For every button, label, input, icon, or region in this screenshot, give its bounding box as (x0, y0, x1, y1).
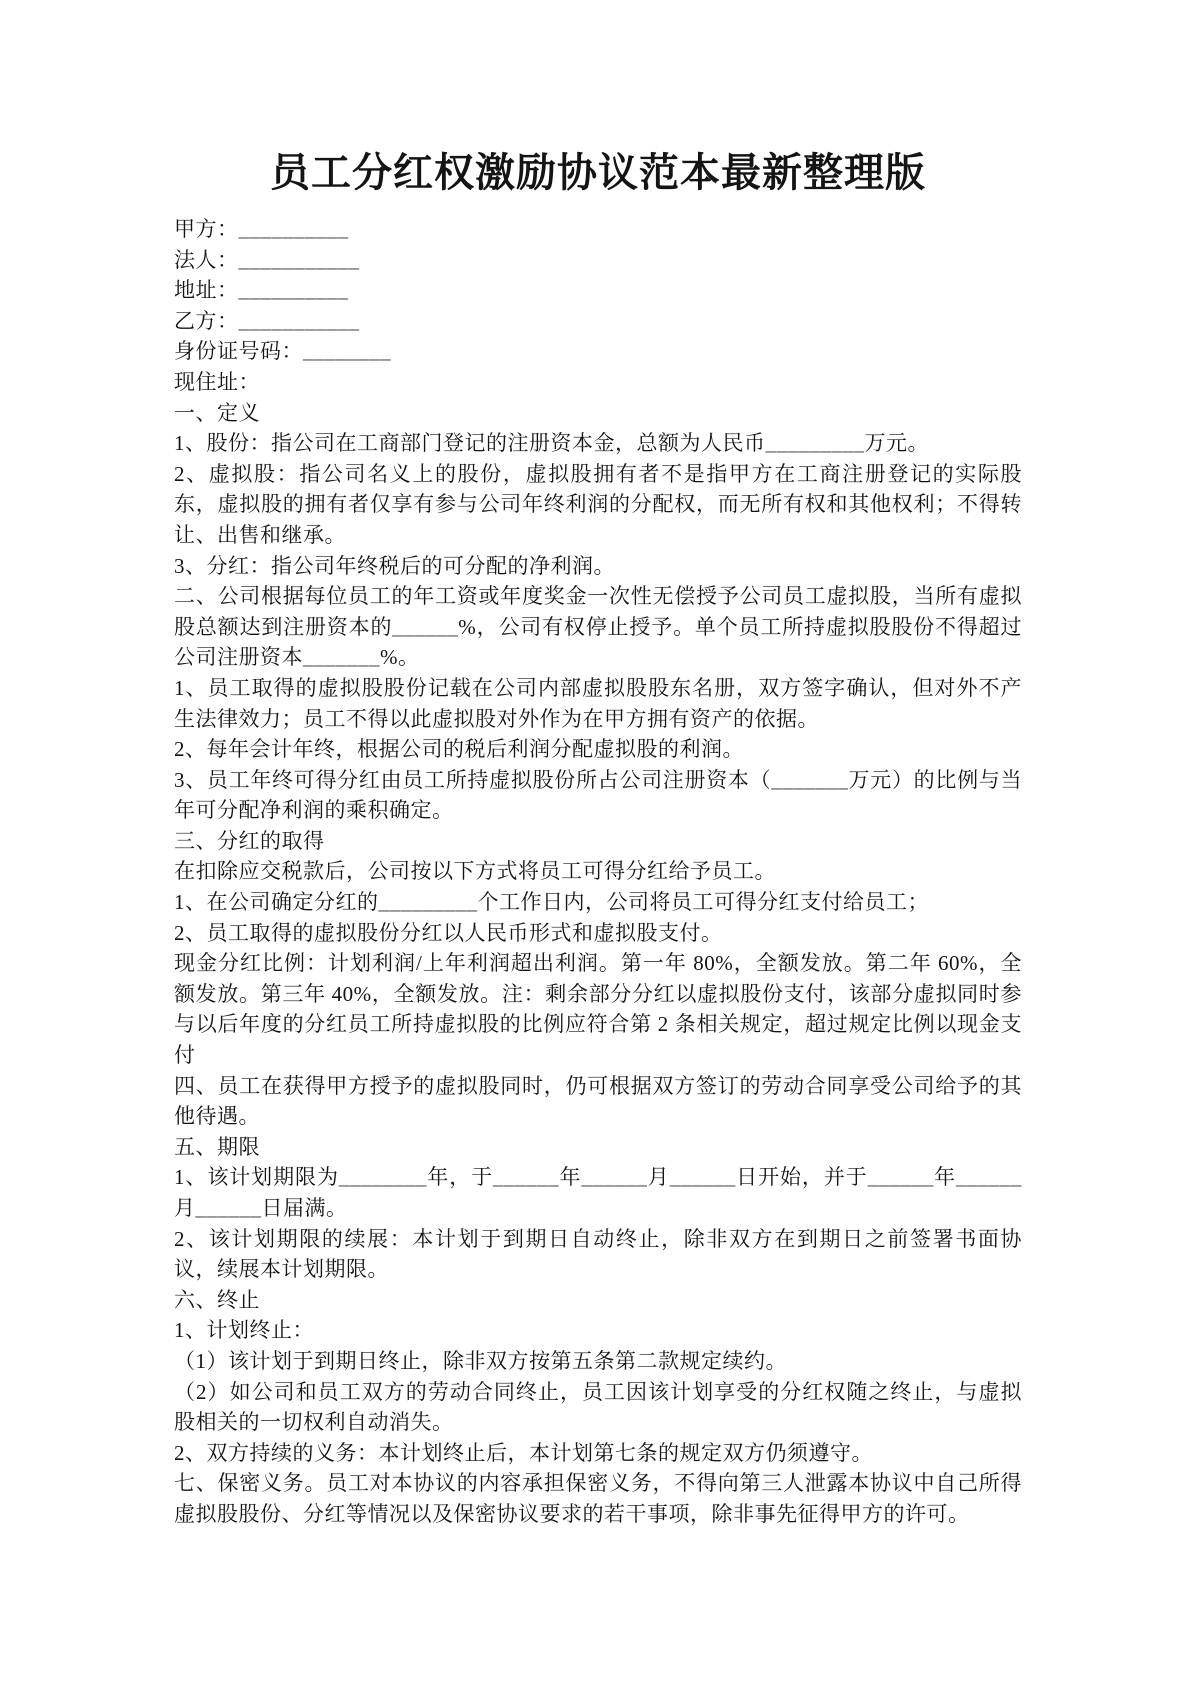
paragraph: 六、终止 (174, 1287, 260, 1312)
fill-in-blank: ______ (392, 614, 459, 639)
document-title: 员工分红权激励协议范本最新整理版 (270, 150, 926, 195)
fill-in-blank: __________ (238, 217, 349, 241)
paragraph: 2、虚拟股：指公司名义上的股份，虚拟股拥有者不是指甲方在工商注册登记的实际股东，虚拟股的拥有者仅享有参与公司年终利润的分配权，而无所有权和其他权利；不得转让、出售和继承。 (174, 461, 1022, 547)
fill-in-blank: ________ (303, 339, 391, 364)
paragraph: 五、期限 (174, 1134, 260, 1159)
paragraph: 2、员工取得的虚拟股份分红以人民币形式和虚拟股支付。 (174, 920, 723, 945)
paragraph: 2、双方持续的义务：本计划终止后，本计划第七条的规定双方仍须遵守。 (174, 1440, 873, 1465)
fill-in-blank: ______ (581, 1165, 648, 1190)
fill-in-blank: _________ (378, 890, 478, 915)
fill-in-blank: _______ (771, 767, 849, 792)
paragraph: 乙方：___________ (174, 308, 360, 333)
paragraph: 1、该计划期限为________年，于______年______月______日开始，并于______年______月______日届满。 (174, 1165, 1023, 1220)
paragraph: 现金分红比例：计划利润/上年利润超出利润。第一年 80%，全额发放。第二年 60%，全额发放。第三年 40%，全额发放。注：剩余部分分红以虚拟股份支付，该部分虚拟同时参与以后年度的分红员工所持虚拟股的比例应符合第 2 条相关规定，超过规定比例以现金支付 (174, 951, 1022, 1068)
paragraph: 1、股份：指公司在工商部门登记的注册资本金，总额为人民币_________万元。 (174, 431, 929, 456)
paragraph: 三、分红的取得 (174, 828, 325, 853)
paragraph: 四、员工在获得甲方授予的虚拟股同时，仍可根据双方签订的劳动合同享受公司给予的其他待遇。 (174, 1073, 1022, 1129)
fill-in-blank: ______ (493, 1165, 560, 1190)
fill-in-blank: ______ (195, 1196, 262, 1220)
fill-in-blank: ________ (338, 1165, 427, 1190)
fill-in-blank: ______ (669, 1165, 736, 1190)
fill-in-blank: _________ (765, 431, 865, 456)
paragraph: 七、保密义务。员工对本协议的内容承担保密义务，不得向第三人泄露本协议中自己所得虚拟股股份、分红等情况以及保密协议要求的若干事项，除非事先征得甲方的许可。 (174, 1471, 1022, 1526)
paragraph: 2、每年会计年终，根据公司的税后利润分配虚拟股的利润。 (174, 737, 744, 762)
fill-in-blank: __________ (238, 278, 349, 303)
paragraph: 一、定义 (174, 400, 260, 425)
paragraph: （1）该计划于到期日终止，除非双方按第五条第二款规定续约。 (174, 1348, 787, 1373)
paragraph: 2、该计划期限的续展：本计划于到期日自动终止，除非双方在到期日之前签署书面协议，续展本计划期限。 (174, 1226, 1022, 1282)
document-body (174, 214, 1022, 1530)
paragraph: 1、员工取得的虚拟股股份记载在公司内部虚拟股股东名册，双方签字确认，但对外不产生法律效力；员工不得以此虚拟股对外作为在甲方拥有资产的依据。 (174, 675, 1022, 731)
paragraph: 现住址： (174, 369, 260, 394)
paragraph: 法人：___________ (174, 247, 360, 272)
paragraph: 3、分红：指公司年终税后的可分配的净利润。 (174, 553, 615, 578)
fill-in-blank: ___________ (238, 308, 360, 333)
paragraph: 1、在公司确定分红的_________个工作日内，公司将员工可得分红支付给员工； (174, 890, 929, 915)
fill-in-blank: ______ (867, 1165, 934, 1190)
paragraph: 1、计划终止： (174, 1318, 314, 1343)
paragraph: 地址：__________ (174, 278, 349, 303)
paragraph: 在扣除应交税款后，公司按以下方式将员工可得分红给予员工。 (174, 859, 776, 884)
paragraph: 3、员工年终可得分红由员工所持虚拟股份所占公司注册资本（_______万元）的比例与当年可分配净利润的乘积确定。 (174, 767, 1023, 823)
paragraph: 二、公司根据每位员工的年工资或年度奖金一次性无偿授予公司员工虚拟股，当所有虚拟股总额达到注册资本的______%，公司有权停止授予。单个员工所持虚拟股股份不得超过公司注册资本_______%。 (174, 584, 1023, 670)
fill-in-blank: _______ (303, 645, 380, 670)
paragraph: 甲方：__________ (174, 217, 349, 241)
paragraph: （2）如公司和员工双方的劳动合同终止，员工因该计划享受的分红权随之终止，与虚拟股相关的一切权利自动消失。 (174, 1379, 1022, 1435)
fill-in-blank: ___________ (238, 247, 360, 272)
paragraph: 身份证号码：________ (174, 339, 391, 364)
fill-in-blank: ______ (956, 1165, 1023, 1190)
